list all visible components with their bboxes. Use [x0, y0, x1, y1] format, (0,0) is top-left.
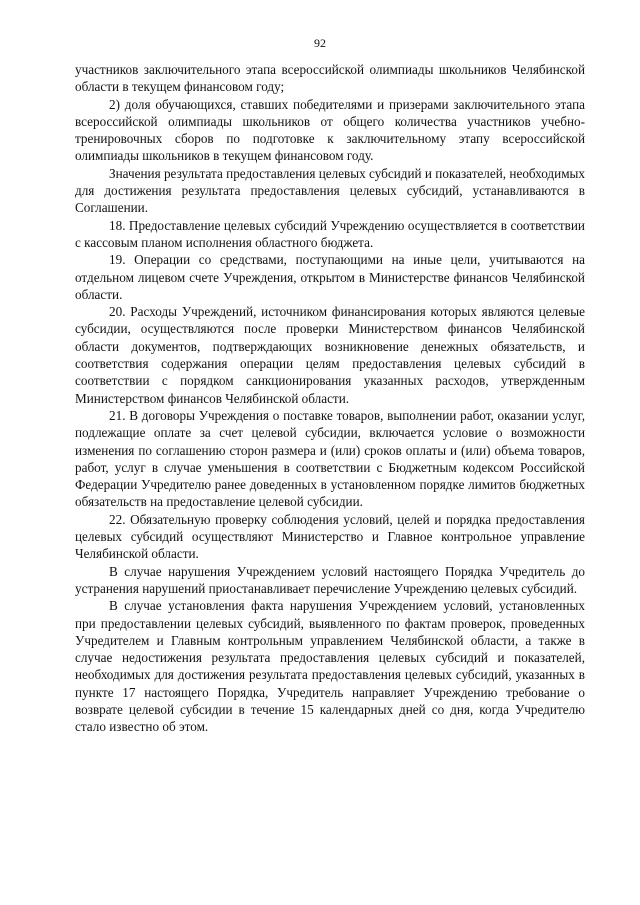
paragraph-21: 21. В договоры Учреждения о поставке товаров, выполнении работ, оказании услуг, подлежащие оплате за счет целевой субсидии, включается условие о возможности изменения по соглашению сторон размера и (или) сроков оплаты и (или) объема товаров, работ, услуг в случае уменьшения в соответствии с Бюджетным кодексом Российской Федерации Учредителю ранее доведенных в установленном порядке лимитов бюджетных обязательств на предоставление целевой субсидии. — [75, 407, 585, 510]
paragraph-19: 19. Операции со средствами, поступающими на иные цели, учитываются на отдельном лицевом счете Учреждения, открытом в Министерстве финансов Челябинской области. — [75, 252, 585, 302]
paragraph-22: 22. Обязательную проверку соблюдения условий, целей и порядка предоставления целевых субсидий осуществляют Министерство и Главное контрольное управление Челябинской области. — [75, 511, 585, 562]
paragraph-18: 18. Предоставление целевых субсидий Учреждению осуществляется в соответствии с кассовым планом исполнения областного бюджета. — [75, 217, 585, 250]
paragraph-item-2: 2) доля обучающихся, ставших победителями и призерами заключительного этапа всероссийской олимпиады школьников от общего количества участников учебно-тренировочных сборов по подготовке к заключительному этапу всероссийской олимпиады школьников в текущем финансовом году. — [75, 96, 585, 164]
paragraph-continuation: участников заключительного этапа всероссийской олимпиады школьников Челябинской области в текущем финансовом году; — [75, 62, 585, 95]
paragraph-20: 20. Расходы Учреждений, источником финансирования которых являются целевые субсидии, осуществляются после проверки Министерством финансов Челябинской области документов, подтверждающих возникновение денежных обязательств, и соответствия содержания операции целям предоставления целевых субсидий в соответствии с порядком санкционирования указанных расходов, утвержденным Министерством финансов Челябинской области. — [75, 304, 585, 406]
paragraph-result-values: Значения результата предоставления целевых субсидий и показателей, необходимых для достижения результата предоставления целевых субсидий, устанавливаются в Соглашении. — [75, 165, 585, 216]
paragraph-violation: В случае нарушения Учреждением условий настоящего Порядка Учредитель до устранения нарушений приостанавливает перечисление Учреждению целевых субсидий. — [75, 563, 585, 596]
document-body — [75, 61, 585, 736]
paragraph-refund-requirement: В случае установления факта нарушения Учреждением условий, установленных при предоставлении целевых субсидий, выявленного по фактам проверок, проведенных Учредителем и Главным контрольным управлением Челябинской области, а также в случае недостижения результата предоставления целевых субсидий и показателей, необходимых для достижения результата предоставления целевых субсидий, указанных в пункте 17 настоящего Порядка, Учредитель направляет Учреждению требование о возврате целевой субсидии в течение 15 календарных дней со дня, когда Учредителю стало известно об этом. — [75, 598, 585, 735]
page-number: 92 — [314, 36, 326, 50]
